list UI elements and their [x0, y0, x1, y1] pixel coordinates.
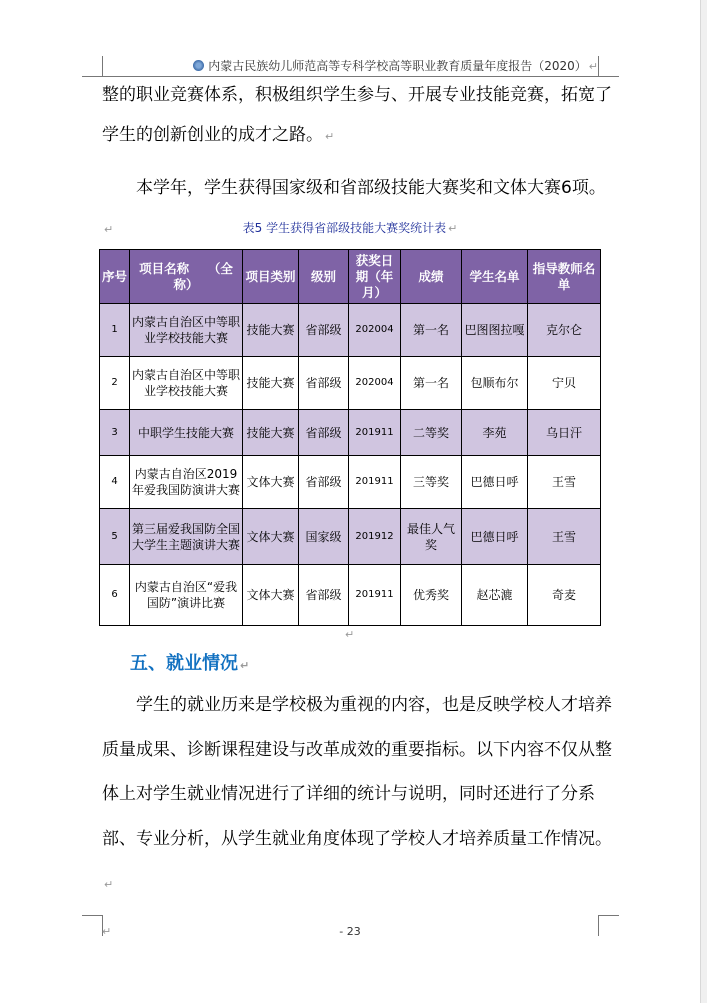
- cell-students: 巴图图拉嘎: [462, 304, 528, 357]
- paragraph-mark: ↵: [588, 60, 598, 73]
- cell-category: 文体大赛: [243, 456, 299, 509]
- header-title: 内蒙古民族幼儿师范高等专科学校高等职业教育质量年度报告（2020）: [208, 59, 587, 73]
- cell-level: 省部级: [299, 565, 349, 626]
- cell-teachers: 王雪: [528, 509, 601, 565]
- cell-students: 巴德日呼: [462, 456, 528, 509]
- cell-teachers: 宁贝: [528, 357, 601, 410]
- header-cell-date: 获奖日期（年月）: [349, 250, 401, 304]
- cell-date: 202004: [349, 357, 401, 410]
- table-row: [100, 456, 601, 509]
- body-paragraph-3: 学生的就业历来是学校极为重视的内容，也是反映学校人才培养质量成果、诊断课程建设与改革成效的重要指标。以下内容不仅从整体上对学生就业情况进行了详细的统计与说明，同时还进行了分系部、专业分析，从学生就业角度体现了学校人才培养质量工作情况。↵: [102, 695, 612, 891]
- header-cell-category: 项目类别: [243, 250, 299, 304]
- table-header-row: [100, 250, 601, 304]
- cell-level: 省部级: [299, 304, 349, 357]
- cell-category: 文体大赛: [243, 565, 299, 626]
- cell-category: 技能大赛: [243, 410, 299, 456]
- cell-level: 省部级: [299, 357, 349, 410]
- page-number: - 23: [339, 925, 361, 938]
- cell-result: 三等奖: [401, 456, 462, 509]
- cell-category: 技能大赛: [243, 357, 299, 410]
- section-heading: 五、就业情况 ↵: [130, 653, 250, 674]
- paragraph-mark: ↵: [102, 925, 112, 938]
- cell-result: 二等奖: [401, 410, 462, 456]
- cell-date: 202004: [349, 304, 401, 357]
- school-logo-icon: [193, 60, 204, 71]
- cell-result: 第一名: [401, 357, 462, 410]
- cell-project: 内蒙古自治区“爱我国防”演讲比赛: [130, 565, 243, 626]
- cell-date: 201912: [349, 509, 401, 565]
- header-cell-result: 成绩: [401, 250, 462, 304]
- body-paragraph-2: 本学年，学生获得国家级和省部级技能大赛奖和文体大赛6项。↵: [104, 178, 606, 236]
- table-row: [100, 565, 601, 626]
- cell-index: 4: [100, 456, 130, 509]
- paragraph-mark: ↵: [448, 222, 458, 235]
- table-row: [100, 410, 601, 456]
- cell-date: 201911: [349, 456, 401, 509]
- paragraph-mark: ↵: [325, 130, 335, 143]
- cell-teachers: 克尔仑: [528, 304, 601, 357]
- cell-category: 文体大赛: [243, 509, 299, 565]
- header-cell-level: 级别: [299, 250, 349, 304]
- cell-date: 201911: [349, 565, 401, 626]
- cell-date: 201911: [349, 410, 401, 456]
- cell-project: 中职学生技能大赛: [130, 410, 243, 456]
- header-cell-teachers: 指导教师名单: [528, 250, 601, 304]
- cell-index: 5: [100, 509, 130, 565]
- cell-students: 李苑: [462, 410, 528, 456]
- cell-students: 包顺布尔: [462, 357, 528, 410]
- cell-level: 省部级: [299, 410, 349, 456]
- header-cell-students: 学生名单: [462, 250, 528, 304]
- cell-category: 技能大赛: [243, 304, 299, 357]
- cell-teachers: 王雪: [528, 456, 601, 509]
- header-cell-index: 序号: [100, 250, 130, 304]
- body-paragraph-1: 整的职业竞赛体系，积极组织学生参与、开展专业技能竞赛，拓宽了学生的创新创业的成才之路。 ↵: [102, 85, 612, 145]
- cell-teachers: 奇麦: [528, 565, 601, 626]
- crop-mark-bottom-left: [82, 915, 103, 936]
- cell-result: 第一名: [401, 304, 462, 357]
- paragraph-mark: ↵: [104, 878, 114, 891]
- cell-project: 内蒙古自治区中等职业学校技能大赛: [130, 357, 243, 410]
- paragraph-mark: ↵: [104, 223, 114, 236]
- cell-students: 赵芯漉: [462, 565, 528, 626]
- cell-project: 内蒙古自治区2019年爱我国防演讲大赛: [130, 456, 243, 509]
- table-row: [100, 509, 601, 565]
- cell-project: 第三届爱我国防全国大学生主题演讲大赛: [130, 509, 243, 565]
- cell-result: 优秀奖: [401, 565, 462, 626]
- crop-mark-top-left: [82, 56, 103, 77]
- table-row: [100, 304, 601, 357]
- header-cell-project: 项目名称 （全称）: [130, 250, 243, 304]
- cell-index: 6: [100, 565, 130, 626]
- table-row: [100, 357, 601, 410]
- page-header: [102, 56, 598, 77]
- crop-mark-top-right: [598, 56, 619, 77]
- cell-level: 国家级: [299, 509, 349, 565]
- cell-index: 2: [100, 357, 130, 410]
- crop-mark-bottom-right: [598, 915, 619, 936]
- cell-students: 巴德日呼: [462, 509, 528, 565]
- paragraph-mark: ↵: [240, 659, 250, 672]
- table-caption: 表5 学生获得省部级技能大赛奖统计表 ↵: [242, 221, 458, 235]
- cell-result: 最佳人气奖: [401, 509, 462, 565]
- awards-table: [99, 249, 601, 626]
- cell-index: 3: [100, 410, 130, 456]
- cell-level: 省部级: [299, 456, 349, 509]
- cell-teachers: 乌日汗: [528, 410, 601, 456]
- cell-index: 1: [100, 304, 130, 357]
- cell-project: 内蒙古自治区中等职业学校技能大赛: [130, 304, 243, 357]
- paragraph-mark: ↵: [345, 628, 355, 641]
